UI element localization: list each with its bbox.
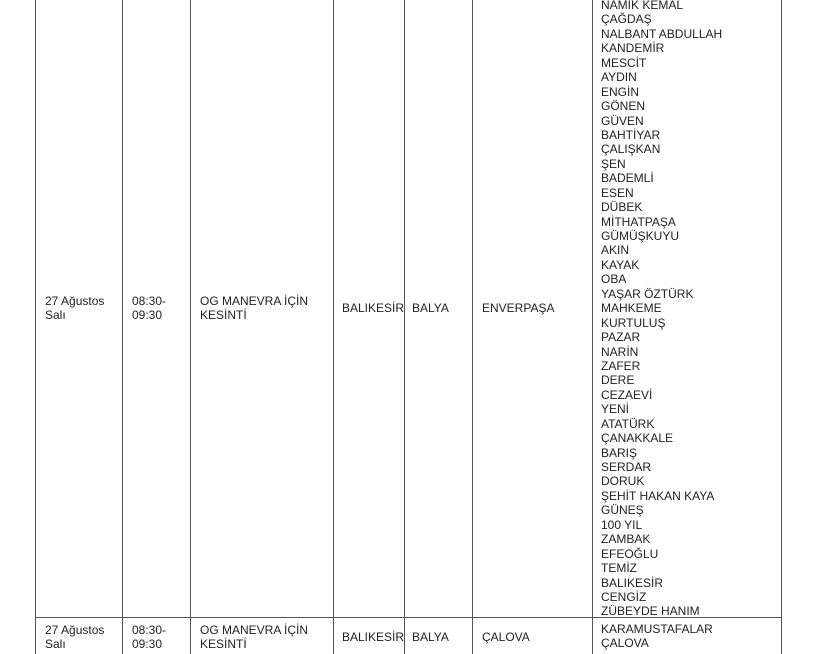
street-item: AKIN bbox=[601, 243, 630, 258]
street-item: KARAMUSTAFALAR bbox=[601, 622, 713, 636]
reason-text: OG MANEVRA İÇİN bbox=[200, 623, 309, 637]
district-cell: BALYA bbox=[412, 630, 449, 644]
street-item: KAYAK bbox=[601, 257, 640, 272]
district-cell: BALYA bbox=[412, 301, 449, 315]
street-item: GÜVEN bbox=[601, 113, 644, 128]
street-item: KANDEMİR bbox=[601, 41, 665, 56]
street-item: DÜBEK bbox=[601, 200, 643, 215]
date-cell bbox=[45, 623, 104, 651]
table-border-right bbox=[781, 0, 782, 654]
time-cell bbox=[132, 623, 166, 651]
street-item: YENİ bbox=[601, 402, 630, 417]
date-cell bbox=[45, 294, 104, 322]
column-divider bbox=[592, 0, 593, 654]
street-item: YAŞAR ÖZTÜRK bbox=[601, 286, 694, 301]
street-item: ÇALOVA bbox=[601, 636, 649, 651]
province-cell: BALIKESİR bbox=[342, 630, 405, 644]
street-item: NAMIK KEMAL bbox=[601, 0, 684, 12]
start-time-text: 08:30- bbox=[132, 623, 167, 637]
street-item: TEMİZ bbox=[601, 561, 637, 576]
street-item: ZÜBEYDE HANIM bbox=[601, 604, 700, 619]
date-text: 27 Ağustos bbox=[45, 623, 105, 637]
street-item: ESEN bbox=[601, 185, 634, 200]
column-divider bbox=[333, 0, 334, 654]
street-item: OBA bbox=[601, 272, 627, 287]
day-text: Salı bbox=[45, 308, 66, 322]
street-item: ZAFER bbox=[601, 358, 641, 373]
street-item: BAHTİYAR bbox=[601, 127, 661, 142]
street-item: GÖNEN bbox=[601, 99, 646, 114]
street-item: KURTULUŞ bbox=[601, 315, 666, 330]
column-divider bbox=[472, 0, 473, 654]
street-item: GÜMÜŞKUYU bbox=[601, 229, 680, 243]
street-item: MESCİT bbox=[601, 55, 647, 70]
street-item: ÇAĞDAŞ bbox=[601, 12, 652, 27]
street-item: ENGİN bbox=[601, 84, 640, 99]
street-item: CEZAEVİ bbox=[601, 387, 653, 402]
street-item: ŞEN bbox=[601, 156, 626, 171]
street-item: ATATÜRK bbox=[601, 416, 655, 431]
street-item: MAHKEME bbox=[601, 301, 662, 316]
street-item: ÇALIŞKAN bbox=[601, 142, 661, 157]
street-item: DORUK bbox=[601, 474, 645, 489]
street-item: NALBANT ABDULLAH bbox=[601, 26, 723, 41]
table-border-left bbox=[35, 0, 36, 654]
street-item: BARIŞ bbox=[601, 445, 638, 460]
street-item: EFEOĞLU bbox=[601, 546, 659, 561]
reason-cell bbox=[200, 294, 308, 322]
street-list bbox=[601, 622, 713, 651]
column-divider bbox=[190, 0, 191, 654]
neighborhood-cell: ENVERPAŞA bbox=[482, 301, 555, 315]
start-time-text: 08:30- bbox=[132, 294, 167, 308]
reason-cell bbox=[200, 623, 308, 651]
street-item: GÜNEŞ bbox=[601, 503, 644, 518]
street-item: ÇANAKKALE bbox=[601, 431, 674, 446]
day-text: Salı bbox=[45, 637, 66, 651]
reason-text-cont: KESİNTİ bbox=[200, 308, 247, 322]
end-time-text: 09:30 bbox=[132, 308, 163, 322]
street-item: AYDIN bbox=[601, 70, 637, 85]
street-item: 100 YIL bbox=[601, 517, 643, 532]
street-item: SERDAR bbox=[601, 460, 652, 474]
street-item: BADEMLİ bbox=[601, 171, 654, 186]
column-divider bbox=[122, 0, 123, 654]
reason-text: OG MANEVRA İÇİN bbox=[200, 294, 309, 308]
province-cell: BALIKESİR bbox=[342, 301, 405, 315]
street-item: ŞEHİT HAKAN KAYA bbox=[601, 488, 715, 503]
reason-text-cont: KESİNTİ bbox=[200, 637, 247, 651]
street-item: MİTHATPAŞA bbox=[601, 214, 676, 229]
street-item: PAZAR bbox=[601, 330, 641, 345]
street-item: DERE bbox=[601, 373, 635, 388]
neighborhood-cell: ÇALOVA bbox=[482, 630, 530, 644]
street-item: NARİN bbox=[601, 344, 639, 359]
street-item: CENGİZ bbox=[601, 589, 647, 604]
street-list bbox=[601, 0, 722, 619]
date-text: 27 Ağustos bbox=[45, 294, 105, 308]
time-cell bbox=[132, 294, 166, 322]
street-item: BALIKESİR bbox=[601, 575, 664, 590]
end-time-text: 09:30 bbox=[132, 637, 163, 651]
column-divider bbox=[404, 0, 405, 654]
street-item: ZAMBAK bbox=[601, 532, 651, 547]
